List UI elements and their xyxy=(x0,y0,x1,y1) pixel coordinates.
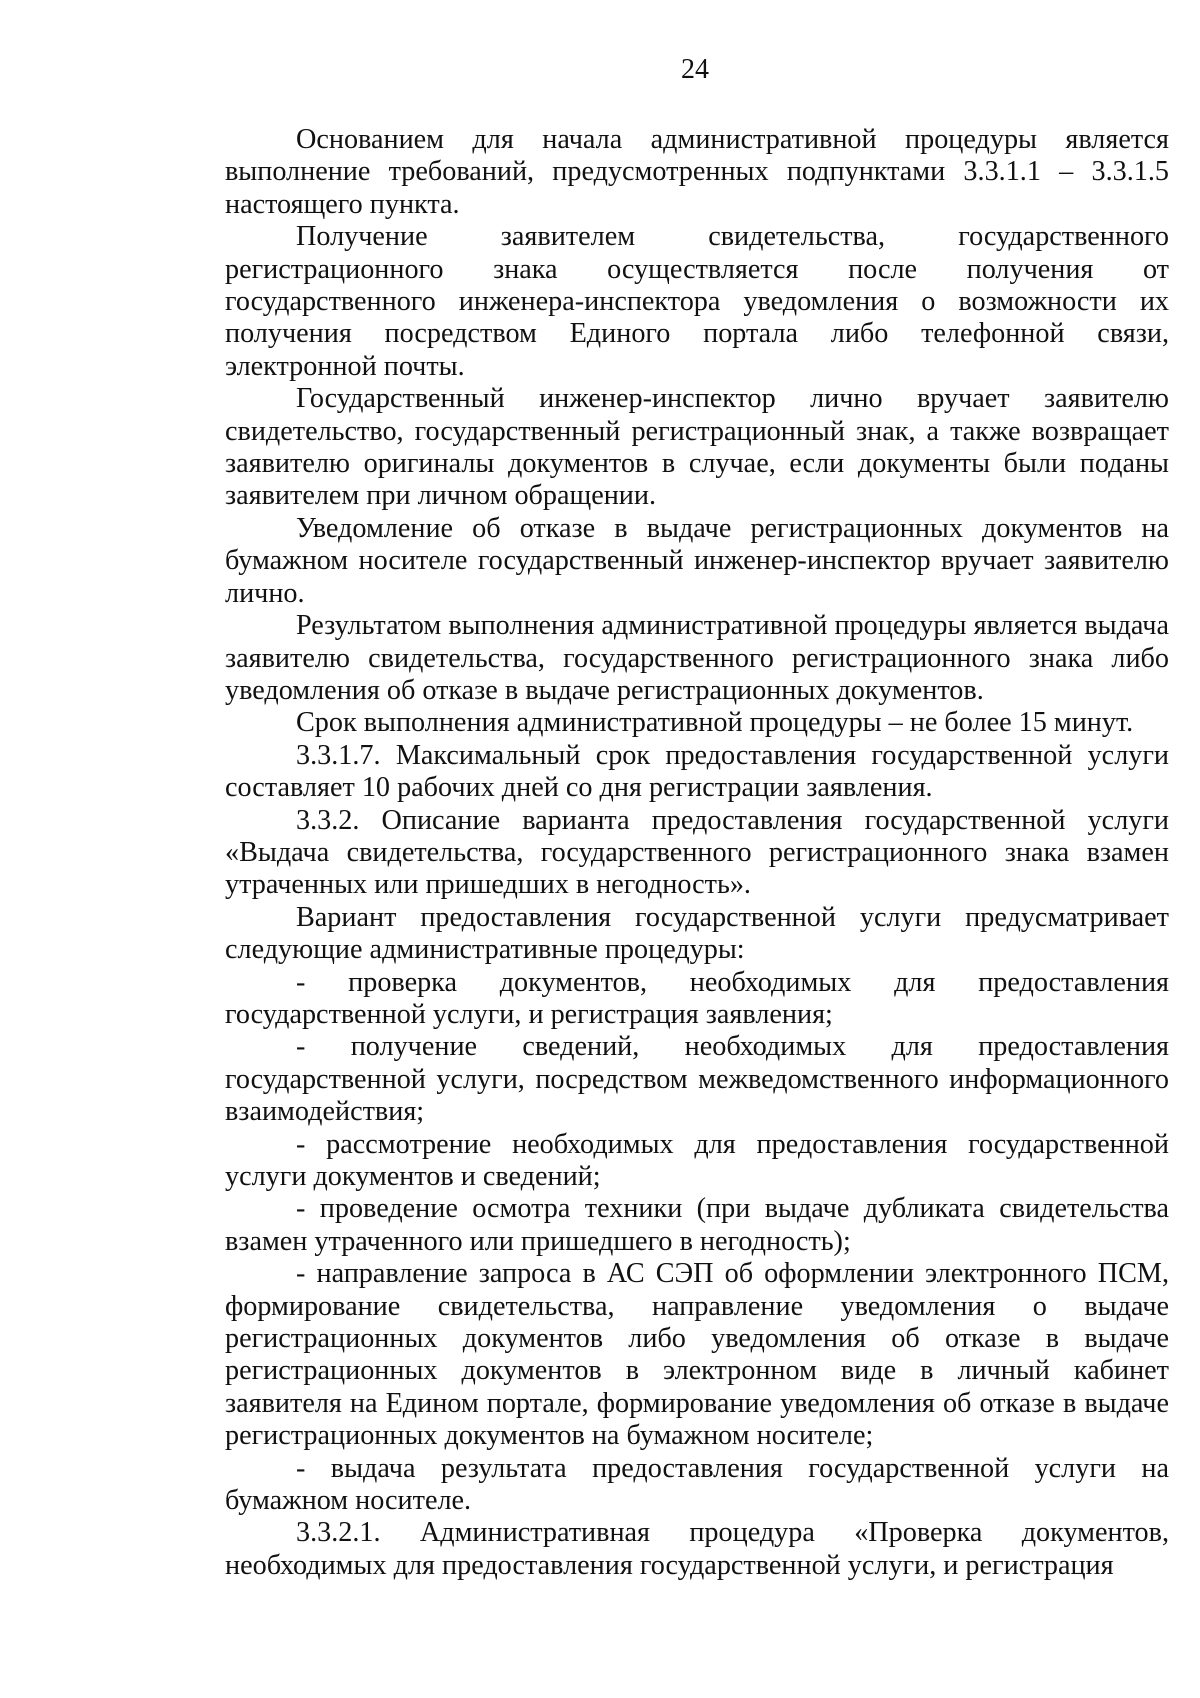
paragraph-result: Результатом выполнения административной процедуры является выдача заявителю свидетельства, государственного регистрационного знака либо уведомления об отказе в выдаче регистрационных документов. xyxy=(225,610,1169,706)
list-item-document-check: - проверка документов, необходимых для предоставления государственной услуги, и регистрация заявления; xyxy=(225,966,1169,1030)
document-body xyxy=(225,124,1169,1582)
paragraph-refusal-notice: Уведомление об отказе в выдаче регистрационных документов на бумажном носителе государственный инженер-инспектор вручает заявителю лично. xyxy=(225,512,1169,609)
list-item-inspection: - проведение осмотра техники (при выдаче дубликата свидетельства взамен утраченного или пришедшего в негодность); xyxy=(225,1193,1169,1257)
paragraph-variant-procedures: Вариант предоставления государственной услуги предусматривает следующие административные процедуры: xyxy=(225,901,1169,966)
paragraph-3-3-2: 3.3.2. Описание варианта предоставления государственной услуги «Выдача свидетельства, государственного регистрационного знака взамен утраченных или пришедших в негодность». xyxy=(225,804,1169,901)
list-item-interagency-info: - получение сведений, необходимых для предоставления государственной услуги, посредством межведомственного информационного взаимодействия; xyxy=(225,1031,1169,1128)
paragraph-receipt: Получение заявителем свидетельства, государственного регистрационного знака осуществляется после получения от государственного инженера-инспектора уведомления о возможности их получения посредством Единого портала либо телефонной связи, электронной почты. xyxy=(225,221,1169,382)
paragraph-3-3-2-1: 3.3.2.1. Административная процедура «Проверка документов, необходимых для предоставления государственной услуги, и регистрация xyxy=(225,1517,1169,1581)
paragraph-inspector-handover: Государственный инженер-инспектор лично вручает заявителю свидетельство, государственный регистрационный знак, а также возвращает заявителю оригиналы документов в случае, если документы были поданы заявителем при личном обращении. xyxy=(225,383,1169,512)
page-number: 24 xyxy=(681,54,709,85)
paragraph-basis: Основанием для начала административной процедуры является выполнение требований, предусмотренных подпунктами 3.3.1.1 – 3.3.1.5 настоящего пункта. xyxy=(225,124,1169,220)
list-item-request-as-sep: - направление запроса в АС СЭП об оформлении электронного ПСМ, формирование свидетельства, направление уведомления о выдаче регистрационных документов либо уведомления об отказе в выдаче регистрационных документов в электронном виде в личный кабинет заявителя на Едином портале, формирование уведомления об отказе в выдаче регистрационных документов на бумажном носителе; xyxy=(225,1258,1169,1452)
paragraph-term: Срок выполнения административной процедуры – не более 15 минут. xyxy=(296,707,1134,739)
paragraph-3-3-1-7: 3.3.1.7. Максимальный срок предоставления государственной услуги составляет 10 рабочих дней со дня регистрации заявления. xyxy=(225,739,1169,804)
list-item-review: - рассмотрение необходимых для предоставления государственной услуги документов и сведений; xyxy=(225,1128,1169,1192)
list-item-paper-result: - выдача результата предоставления государственной услуги на бумажном носителе. xyxy=(225,1452,1169,1517)
